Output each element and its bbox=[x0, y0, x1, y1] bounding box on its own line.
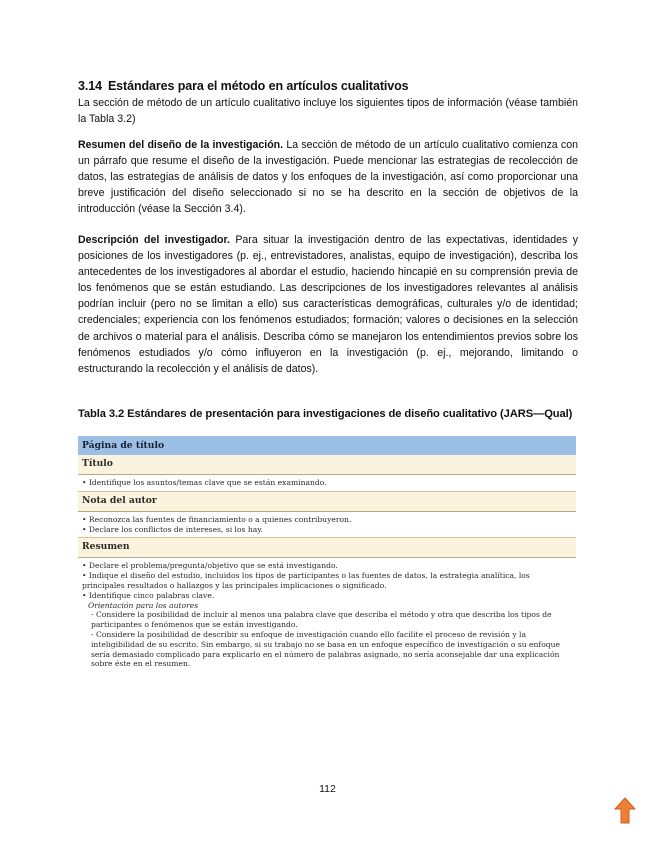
researcher-description-lead: Descripción del investigador. bbox=[78, 234, 230, 246]
section-number: 3.14 bbox=[78, 79, 102, 93]
jars-qual-table bbox=[78, 436, 576, 672]
table-band-nota-autor: Nota del autor bbox=[78, 492, 576, 512]
table-item: • Identifique los asuntos/temas clave que se están examinando. bbox=[82, 478, 327, 487]
up-arrow-icon-graphic bbox=[614, 797, 636, 824]
research-design-text: La sección de método de un artículo cualitativo comienza con un párrafo que resume el diseño de la investigación. Puede mencionar las estrategias de recolección de datos, las estrategias de análisis de datos y los enfoques de la investigación, así como proporcionar una breve justificación del diseño seleccionado si no se ha descrito en la sección de objetivos de la introducción (véase la Sección 3.4). bbox=[78, 139, 578, 216]
table-section-nota-autor-items bbox=[78, 512, 576, 539]
intro-paragraph: La sección de método de un artículo cualitativo incluye los siguientes tipos de información (véase también la Tabla 3.2) bbox=[78, 97, 578, 125]
table-band-page-title: Página de título bbox=[78, 436, 576, 455]
table-caption: Tabla 3.2 Estándares de presentación para investigaciones de diseño cualitativo (JARS—Qual) bbox=[78, 408, 573, 420]
table-item: • Indique el diseño del estudio, incluidos los tipos de participantes o las fuentes de datos, la estrategia analítica, los principales resultados o hallazgos y las principales implicaciones o significado. bbox=[82, 571, 533, 590]
table-band-titulo: Título bbox=[78, 455, 576, 475]
table-guide-label: Orientación para los autores bbox=[88, 600, 199, 610]
table-guide-item: - Considere la posibilidad de incluir al menos una palabra clave que describa el método y otra que describa los tipos de participantes o fenómenos que se están investigando. bbox=[91, 610, 555, 630]
page-number: 112 bbox=[319, 783, 336, 795]
research-design-lead: Resumen del diseño de la investigación. bbox=[78, 139, 284, 151]
section-heading bbox=[78, 79, 578, 93]
table-item: • Identifique cinco palabras clave. bbox=[82, 590, 215, 600]
research-design-paragraph bbox=[78, 137, 578, 217]
table-guide-item: - Considere la posibilidad de describir su enfoque de investigación cuando ello facilite el proceso de revisión y la inteligibilidad de su escrito. Sin embargo, si su trabajo no se basa en un enfoque específico de investigación o su enfoque sería demasiado complicado para explicarlo en el número de palabras asignado, no sería aconsejable dar una explicación sobre éste en el resumen. bbox=[91, 629, 563, 669]
table-item: • Declare los conflictos de intereses, si los hay. bbox=[82, 524, 263, 534]
section-title: Estándares para el método en artículos cualitativos bbox=[107, 79, 409, 93]
researcher-description-text: Para situar la investigación dentro de las expectativas, identidades y posiciones de los investigadores (p. ej., entrevistadores, analistas, equipo de investigación), describa los antecedentes de los investigadores al abordar el estudio, haciendo hincapié en su comprensión previa de los fenómenos que se están estudiando. Las descripciones de los investigadores relevantes al análisis podrían incluir (pero no se limitan a ello) sus características demográficas, culturales y/o de identidad; credenciales; experiencia con los fenómenos estudiados; formación; valores o decisiones en la selección de archivos o material para el análisis. Describa cómo se manejaron los entendimientos previos sobre los fenómenos estudiados y/o cómo influyeron en la investigación (p. ej., mejorando, limitando o estructurando la recolección y el análisis de datos). bbox=[78, 234, 578, 375]
table-item: • Declare el problema/pregunta/objetivo que se está investigando. bbox=[82, 561, 338, 571]
table-band-resumen: Resumen bbox=[78, 538, 576, 558]
table-section-resumen-items bbox=[78, 558, 576, 672]
up-arrow-icon[interactable] bbox=[614, 797, 636, 824]
table-item: • Reconozca las fuentes de financiamiento o a quienes contribuyeron. bbox=[82, 514, 352, 524]
researcher-description-paragraph bbox=[78, 232, 578, 377]
table-section-titulo-items bbox=[78, 475, 576, 492]
